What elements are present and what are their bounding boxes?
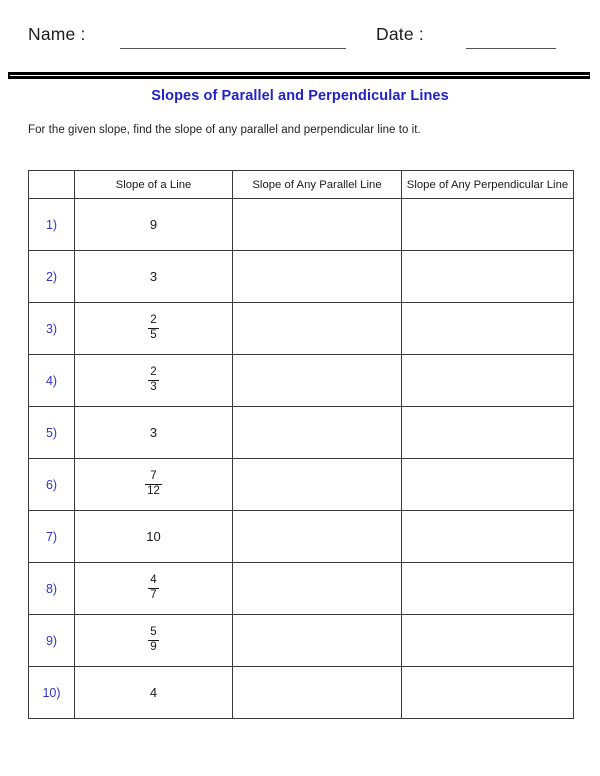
fraction-denominator: 3 [150, 381, 157, 393]
table-row [29, 563, 574, 615]
fraction [148, 575, 158, 601]
fraction-denominator: 5 [150, 329, 157, 341]
row-number-cell: 10) [29, 667, 75, 719]
fraction [148, 627, 158, 653]
parallel-answer-cell[interactable] [233, 615, 402, 667]
table-row [29, 251, 574, 303]
row-number-cell: 3) [29, 303, 75, 355]
table-row [29, 667, 574, 719]
row-number-cell: 6) [29, 459, 75, 511]
row-number-cell: 9) [29, 615, 75, 667]
slope-value-cell [75, 563, 233, 615]
fraction-numerator: 2 [148, 367, 158, 381]
row-number-cell: 5) [29, 407, 75, 459]
column-header-parallel-slope: Slope of Any Parallel Line [233, 171, 402, 199]
fraction-numerator: 4 [148, 575, 158, 589]
slope-value-cell: 9 [75, 199, 233, 251]
fraction-numerator: 2 [148, 315, 158, 329]
perpendicular-answer-cell[interactable] [402, 407, 574, 459]
fraction-denominator: 12 [147, 485, 160, 497]
fraction-numerator: 7 [145, 471, 162, 485]
slope-value-cell: 10 [75, 511, 233, 563]
perpendicular-answer-cell[interactable] [402, 563, 574, 615]
slope-value-cell: 3 [75, 251, 233, 303]
instruction-text: For the given slope, find the slope of any parallel and perpendicular line to it. [28, 124, 421, 136]
table-row [29, 199, 574, 251]
table-row [29, 303, 574, 355]
parallel-answer-cell[interactable] [233, 355, 402, 407]
parallel-answer-cell[interactable] [233, 407, 402, 459]
row-number-cell: 7) [29, 511, 75, 563]
parallel-answer-cell[interactable] [233, 459, 402, 511]
slope-value-cell [75, 303, 233, 355]
table-header [29, 171, 574, 199]
parallel-answer-cell[interactable] [233, 199, 402, 251]
column-header-number [29, 171, 75, 199]
perpendicular-answer-cell[interactable] [402, 199, 574, 251]
perpendicular-answer-cell[interactable] [402, 459, 574, 511]
perpendicular-answer-cell[interactable] [402, 355, 574, 407]
slope-value-cell: 4 [75, 667, 233, 719]
parallel-answer-cell[interactable] [233, 511, 402, 563]
perpendicular-answer-cell[interactable] [402, 615, 574, 667]
parallel-answer-cell[interactable] [233, 563, 402, 615]
parallel-answer-cell[interactable] [233, 251, 402, 303]
row-number-cell: 4) [29, 355, 75, 407]
perpendicular-answer-cell[interactable] [402, 251, 574, 303]
perpendicular-answer-cell[interactable] [402, 303, 574, 355]
parallel-answer-cell[interactable] [233, 667, 402, 719]
name-date-header [0, 22, 600, 56]
table-row [29, 459, 574, 511]
date-label: Date : [376, 24, 424, 44]
parallel-answer-cell[interactable] [233, 303, 402, 355]
column-header-perpendicular-slope: Slope of Any Perpendicular Line [402, 171, 574, 199]
table-row [29, 615, 574, 667]
date-write-in-line[interactable] [466, 48, 556, 49]
name-label: Name : [28, 24, 86, 44]
table-row [29, 511, 574, 563]
table-body [29, 199, 574, 719]
perpendicular-answer-cell[interactable] [402, 667, 574, 719]
row-number-cell: 2) [29, 251, 75, 303]
fraction [148, 367, 158, 393]
slope-value-cell: 3 [75, 407, 233, 459]
table-row [29, 407, 574, 459]
fraction-denominator: 7 [150, 589, 157, 601]
header-divider-inner-line [10, 75, 589, 77]
fraction [145, 471, 162, 497]
page-title: Slopes of Parallel and Perpendicular Lines [151, 88, 449, 104]
fraction [148, 315, 158, 341]
row-number-cell: 8) [29, 563, 75, 615]
fraction-denominator: 9 [150, 641, 157, 653]
slopes-table [28, 170, 574, 719]
name-write-in-line[interactable] [120, 48, 346, 49]
slope-value-cell [75, 615, 233, 667]
fraction-numerator: 5 [148, 627, 158, 641]
row-number-cell: 1) [29, 199, 75, 251]
slope-value-cell [75, 355, 233, 407]
table-row [29, 355, 574, 407]
perpendicular-answer-cell[interactable] [402, 511, 574, 563]
column-header-slope-of-a-line: Slope of a Line [75, 171, 233, 199]
table-header-row [29, 171, 574, 199]
header-divider-rule [8, 72, 590, 79]
slope-value-cell [75, 459, 233, 511]
